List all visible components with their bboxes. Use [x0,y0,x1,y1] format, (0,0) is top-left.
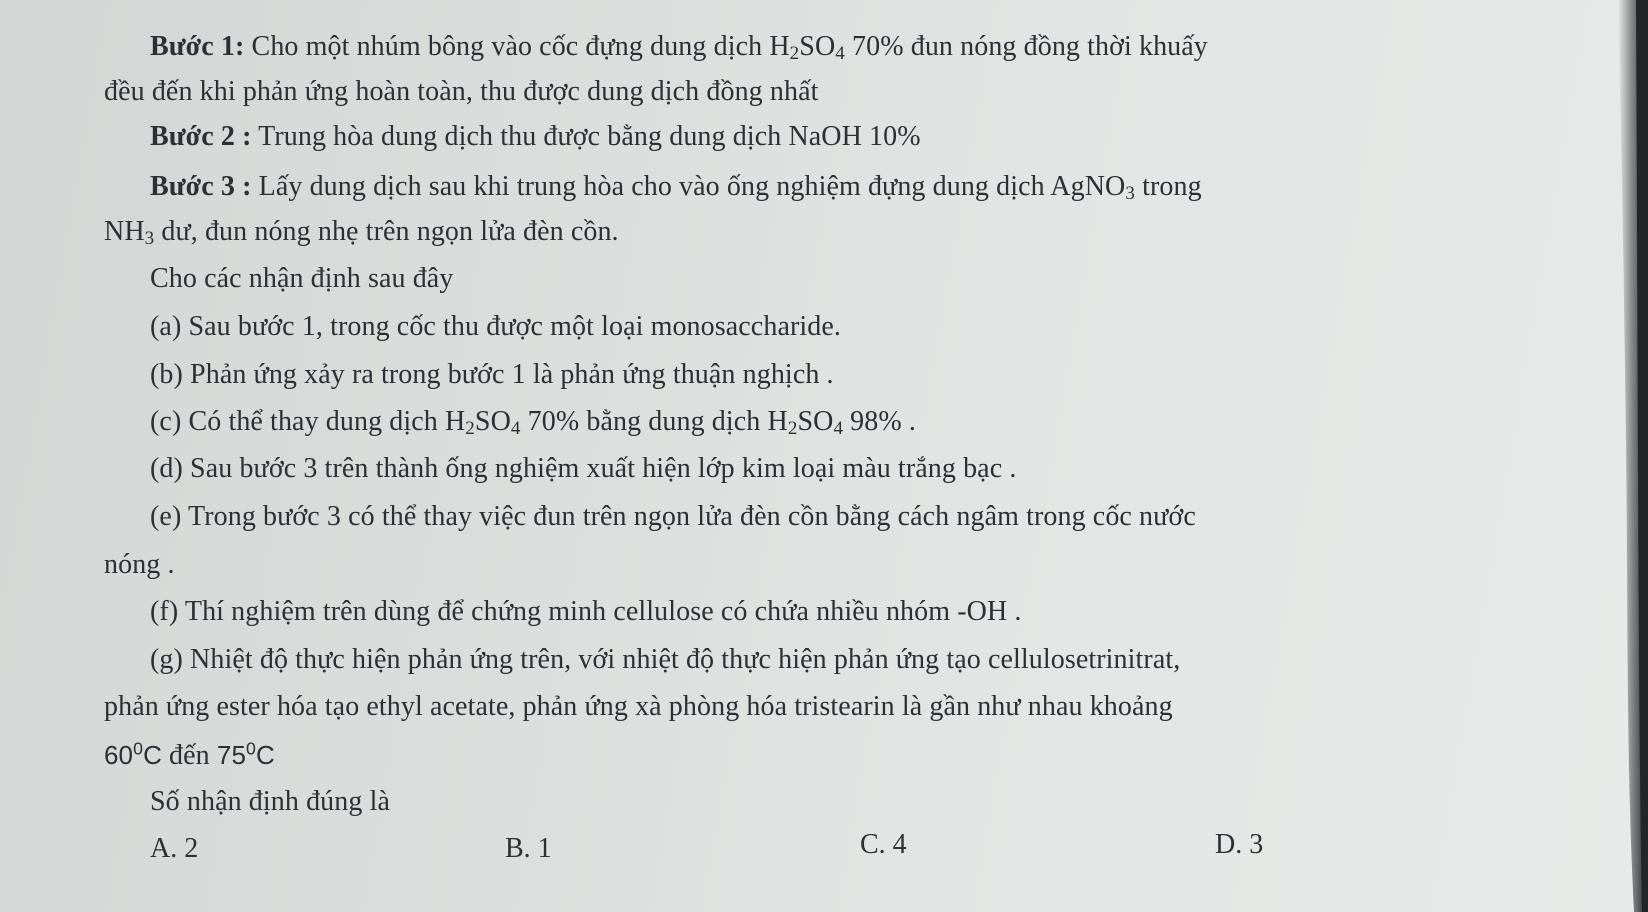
temp-low-value: 60 [104,740,134,770]
statement-g-temperature [104,738,275,773]
statement-c-part-e: 98% . [843,406,917,437]
statement-e: (e) Trong bước 3 có thể thay việc đun trên ngọn lửa đèn cồn bằng cách ngâm trong cốc nước [150,501,1196,532]
step3-cont-a: NH [104,216,145,247]
step3-cont-sub: 3 [144,228,155,250]
step1-sub1: 2 [789,43,800,65]
statement-c-part-c: 70% bằng dung dịch H [520,406,788,437]
statement-e-continuation: nóng . [104,549,175,580]
step1-line [150,30,1208,64]
intro-text: Cho các nhận định sau đây [150,263,454,294]
step1-label: Bước 1: [150,31,245,62]
statement-c-part-d: SO [797,406,834,437]
step2-label: Bước 2 : [150,121,252,152]
statement-c-part-b: SO [474,406,511,437]
statement-c-part-a: (c) Có thể thay dung dịch H [150,406,466,437]
step2-line [150,120,921,154]
step1-continuation: đều đến khi phản ứng hoàn toàn, thu được dung dịch đồng nhất [104,76,819,107]
option-c[interactable]: C. 4 [860,829,907,860]
step3-text-a: Lấy dung dịch sau khi trung hòa cho vào ống nghiệm đựng dung dịch AgNO [251,171,1126,202]
step3-line [150,170,1202,204]
statement-a: (a) Sau bước 1, trong cốc thu được một loại monosaccharide. [150,311,841,342]
temp-range-word: đến [161,740,217,771]
option-b[interactable]: B. 1 [505,833,552,864]
step3-text-b: trong [1135,171,1202,202]
step3-label: Bước 3 : [150,171,252,202]
step2-text: Trung hòa dung dịch thu được bằng dung dịch NaOH 10% [251,121,921,152]
statement-g-continuation: phản ứng ester hóa tạo ethyl acetate, phản ứng xà phòng hóa tristearin là gần như nhau khoảng [104,691,1173,722]
statement-c-sub4: 4 [833,418,844,440]
question-text: Số nhận định đúng là [150,786,390,817]
temp-high-degree: 0 [246,738,256,759]
temp-high-unit: C [255,740,275,770]
step1-text-a: Cho một nhúm bông vào cốc đựng dung dịch H [244,31,790,62]
step1-text-c: 70% đun nóng đồng thời khuấy [844,31,1208,62]
statement-b: (b) Phản ứng xảy ra trong bước 1 là phản ứng thuận nghịch . [150,359,834,390]
statement-c-sub3: 2 [787,418,798,440]
temp-high-value: 75 [216,740,247,770]
statement-c-sub2: 4 [510,418,521,440]
statement-f: (f) Thí nghiệm trên dùng để chứng minh cellulose có chứa nhiều nhóm -OH . [150,596,1022,627]
statement-g: (g) Nhiệt độ thực hiện phản ứng trên, với nhiệt độ thực hiện phản ứng tạo cellulosetrinitrat, [150,644,1181,675]
step3-cont-b: dư, đun nóng nhẹ trên ngọn lửa đèn cồn. [154,216,619,247]
statement-c [150,405,916,439]
statement-d: (d) Sau bước 3 trên thành ống nghiệm xuất hiện lớp kim loại màu trắng bạc . [150,453,1017,484]
photo-dark-edge [1568,0,1648,912]
statement-c-sub1: 2 [465,418,475,440]
step1-text-b: SO [799,31,836,62]
step1-sub2: 4 [835,43,845,65]
option-a[interactable]: A. 2 [150,833,199,864]
temp-low-unit: C [143,740,162,770]
step3-continuation [104,215,619,249]
temp-low-degree: 0 [133,738,144,759]
step3-sub: 3 [1125,183,1135,205]
option-d[interactable]: D. 3 [1215,829,1264,860]
